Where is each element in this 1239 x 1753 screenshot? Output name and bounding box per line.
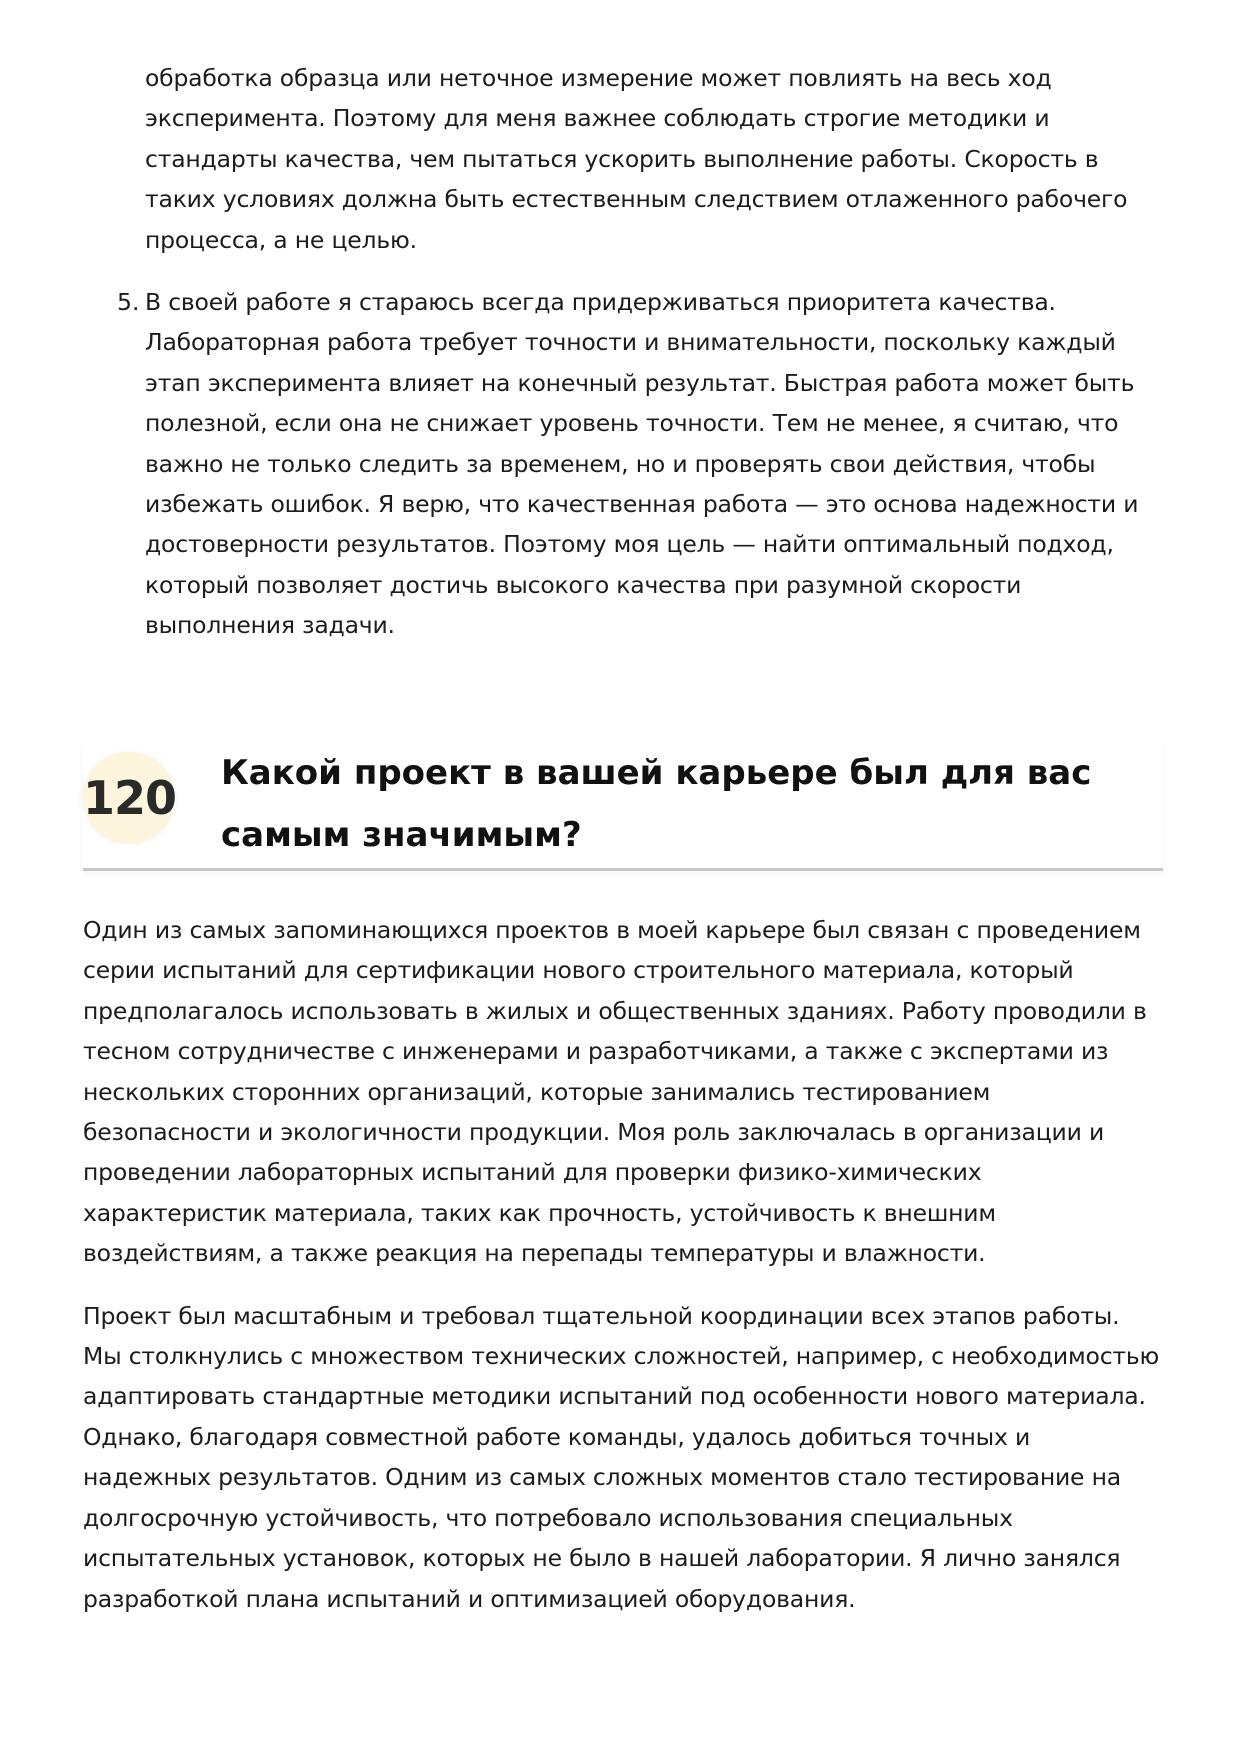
question-header xyxy=(83,742,1163,871)
question-title: Какой проект в вашей карьере был для вас самым значимым? xyxy=(221,753,1092,855)
list-item-text: В своей работе я стараюсь всегда придерживаться приоритета качества. Лабораторная работа требует точности и внимательности, поскольку каждый этап эксперимента влияет на конечный результат. Быстрая работа может быть полезной, если она не снижает уровень точности. Тем не менее, я считаю, что важно не только следить за временем, но и проверять свои действия, чтобы избежать ошибок. Я верю, что качественная работа — это основа надежности и достоверности результатов. Поэтому моя цель — найти оптимальный подход, который позволяет достичь высокого качества при разумной скорости выполнения задачи. xyxy=(145,288,1139,640)
answer-body xyxy=(83,910,1163,1641)
answer-paragraph: Проект был масштабным и требовал тщательной координации всех этапов работы. Мы столкнулись с множеством технических сложностей, например, с необходимостью адаптировать стандартные методики испытаний под особенности нового материала. Однако, благодаря совместной работе команды, удалось добиться точных и надежных результатов. Одним из самых сложных моментов стало тестирование на долгосрочную устойчивость, что потребовало использования специальных испытательных установок, которых не было в нашей лаборатории. Я лично занялся разработкой плана испытаний и оптимизацией оборудования. xyxy=(83,1301,1160,1613)
question-number-badge: 120 xyxy=(83,752,175,844)
numbered-list xyxy=(117,58,1165,646)
list-item-continuation: обработка образца или неточное измерение может повлиять на весь ход эксперимента. Поэтому для меня важнее соблюдать строгие методики и стандарты качества, чем пытаться ускорить выполнение работы. Скорость в таких условиях должна быть естественным следствием отлаженного рабочего процесса, а не целью. xyxy=(145,64,1128,254)
list-item-number: 5. xyxy=(117,288,140,317)
answer-paragraph: Один из самых запоминающихся проектов в моей карьере был связан с проведением серии испытаний для сертификации нового строительного материала, который предполагалось использовать в жилых и общественных зданиях. Работу проводили в тесном сотрудничестве с инженерами и разработчиками, а также с экспертами из нескольких сторонних организаций, которые занимались тестированием безопасности и экологичности продукции. Моя роль заключалась в организации и проведении лабораторных испытаний для проверки физико-химических характеристик материала, таких как прочность, устойчивость к внешним воздействиям, а также реакция на перепады температуры и влажности. xyxy=(83,916,1147,1268)
list-item-5 xyxy=(117,282,1165,646)
